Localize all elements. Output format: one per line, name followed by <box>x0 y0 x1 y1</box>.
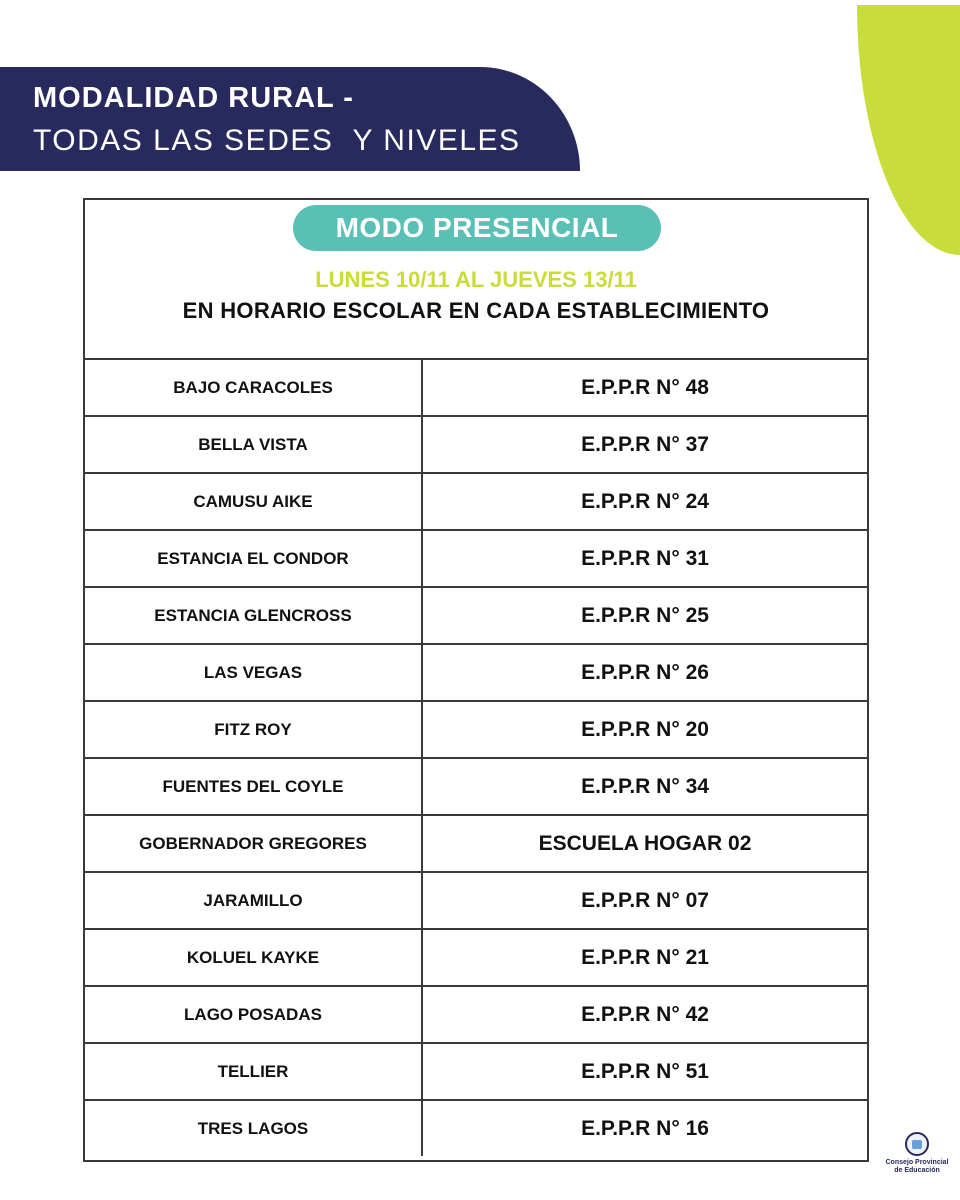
council-logo <box>884 1132 950 1190</box>
table-row <box>85 816 867 873</box>
table-row <box>85 474 867 531</box>
table-row <box>85 645 867 702</box>
school-cell: E.P.P.R N° 34 <box>581 774 709 798</box>
site-cell: LAS VEGAS <box>85 645 423 700</box>
table-row <box>85 1044 867 1101</box>
provincial-seal-icon <box>905 1132 929 1156</box>
mode-badge: MODO PRESENCIAL <box>293 205 661 251</box>
site-cell: ESTANCIA EL CONDOR <box>85 531 423 586</box>
school-cell: E.P.P.R N° 42 <box>581 1002 709 1026</box>
table-row <box>85 987 867 1044</box>
site-cell: BAJO CARACOLES <box>85 360 423 415</box>
site-cell: ESTANCIA GLENCROSS <box>85 588 423 643</box>
school-cell: E.P.P.R N° 20 <box>581 717 709 741</box>
site-cell: JARAMILLO <box>85 873 423 928</box>
school-cell: E.P.P.R N° 37 <box>581 432 709 456</box>
school-cell: ESCUELA HOGAR 02 <box>538 831 752 855</box>
table-row <box>85 360 867 417</box>
school-cell: E.P.P.R N° 16 <box>581 1116 709 1140</box>
date-range: LUNES 10/11 AL JUEVES 13/11 <box>315 267 637 292</box>
school-cell: E.P.P.R N° 25 <box>581 603 709 627</box>
site-cell: TELLIER <box>85 1044 423 1099</box>
table-row <box>85 417 867 474</box>
schedule-note: EN HORARIO ESCOLAR EN CADA ESTABLECIMIENTO <box>182 298 770 323</box>
school-cell: E.P.P.R N° 51 <box>581 1059 709 1083</box>
site-cell: TRES LAGOS <box>85 1101 423 1156</box>
site-cell: CAMUSU AIKE <box>85 474 423 529</box>
table-row <box>85 873 867 930</box>
decorative-lime-shape <box>857 5 960 255</box>
table-body <box>85 360 867 1156</box>
schedule-table <box>83 198 869 1162</box>
table-row <box>85 702 867 759</box>
site-cell: KOLUEL KAYKE <box>85 930 423 985</box>
school-cell: E.P.P.R N° 26 <box>581 660 709 684</box>
notice-box <box>85 200 867 360</box>
logo-caption: Consejo Provincial de Educación <box>885 1159 949 1174</box>
school-cell: E.P.P.R N° 48 <box>581 375 709 399</box>
school-cell: E.P.P.R N° 07 <box>581 888 709 912</box>
table-row <box>85 930 867 987</box>
site-cell: BELLA VISTA <box>85 417 423 472</box>
table-row <box>85 1101 867 1156</box>
school-cell: E.P.P.R N° 31 <box>581 546 709 570</box>
site-cell: LAGO POSADAS <box>85 987 423 1042</box>
header-subtitle: TODAS LAS SEDES Y NIVELES <box>33 124 521 157</box>
school-cell: E.P.P.R N° 21 <box>581 945 709 969</box>
school-cell: E.P.P.R N° 24 <box>581 489 709 513</box>
header-title: MODALIDAD RURAL - <box>33 82 354 114</box>
site-cell: FUENTES DEL COYLE <box>85 759 423 814</box>
table-row <box>85 531 867 588</box>
table-row <box>85 759 867 816</box>
table-row <box>85 588 867 645</box>
site-cell: GOBERNADOR GREGORES <box>85 816 423 871</box>
site-cell: FITZ ROY <box>85 702 423 757</box>
